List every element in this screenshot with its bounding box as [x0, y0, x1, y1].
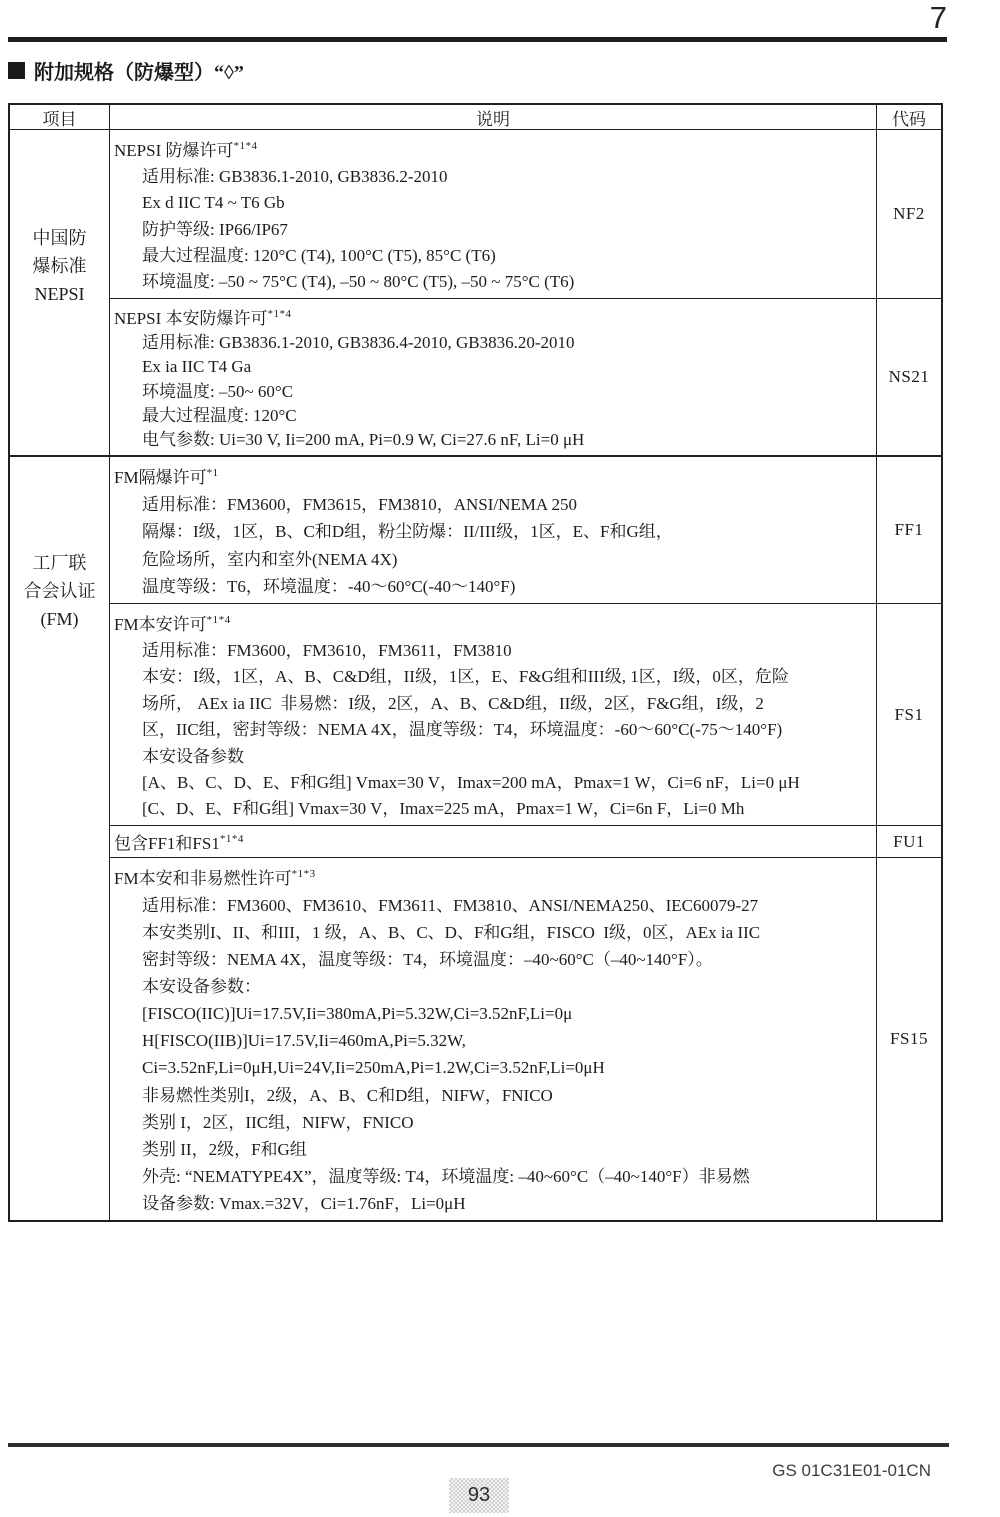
bottom-rule — [8, 1443, 949, 1447]
desc-line — [114, 405, 874, 426]
footnote-superscript: *1*3 — [291, 868, 316, 881]
desc-line — [114, 1003, 874, 1024]
desc-line — [114, 719, 874, 740]
desc-line-text: 环境温度: –50~ 60°C — [142, 381, 294, 401]
desc-line — [114, 666, 874, 687]
desc-line — [114, 549, 874, 570]
desc-line — [114, 864, 874, 889]
desc-line-text: FM隔爆许可 — [114, 468, 207, 488]
table-row — [110, 298, 941, 455]
code-cell: NS21 — [888, 367, 930, 386]
footnote-superscript: *1*4 — [267, 307, 292, 320]
desc-cell — [110, 457, 877, 603]
desc-line — [114, 463, 874, 488]
spec-table — [8, 103, 943, 1222]
footnote-superscript: *1*4 — [219, 833, 244, 845]
desc-cell — [110, 858, 877, 1220]
desc-line — [114, 1139, 874, 1160]
desc-line-text: 外壳: “NEMATYPE4X”，温度等级: T4，环境温度: –40~60°C（–40~140°F）非易燃 — [142, 1166, 750, 1186]
desc-line — [114, 746, 874, 767]
desc-line — [114, 219, 874, 240]
desc-line — [114, 693, 874, 714]
desc-line — [114, 521, 874, 542]
desc-cell — [110, 604, 877, 825]
desc-line-text: Ex d IIC T4 ~ T6 Gb — [142, 193, 285, 213]
item-cell-line: NEPSI — [34, 284, 85, 304]
desc-line-text: NEPSI 本安防爆许可 — [114, 308, 268, 328]
desc-cell — [110, 826, 877, 857]
item-cell-line: (FM) — [40, 609, 79, 629]
item-cell-line: 工厂联 — [32, 553, 87, 573]
desc-line — [114, 136, 874, 161]
code-cell: FF1 — [894, 520, 924, 539]
table-row — [110, 457, 941, 603]
desc-line — [114, 798, 874, 819]
desc-line — [114, 429, 874, 450]
desc-line-text: 密封等级：NEMA 4X，温度等级：T4，环境温度：–40~60°C（–40~140°F）。 — [142, 950, 713, 970]
desc-line — [114, 1057, 874, 1078]
desc-line-text: [C、D、E、F和G组] Vmax=30 V，Imax=225 mA，Pmax=1 W，Ci=6n F，Li=0 Mh — [142, 799, 745, 819]
item-cell-line: 中国防 — [32, 228, 87, 248]
desc-line — [114, 381, 874, 402]
desc-line — [114, 976, 874, 997]
desc-line — [114, 1112, 874, 1133]
desc-line-text: 适用标准：FM3600，FM3610，FM3611，FM3810 — [142, 641, 512, 661]
square-bullet-icon — [8, 62, 25, 79]
desc-line-text: [A、B、C、D、E、F和G组] Vmax=30 V，Imax=200 mA，Pmax=1 W，Ci=6 nF，Li=0 μH — [142, 772, 800, 792]
table-row — [110, 603, 941, 825]
desc-line-text: 适用标准: GB3836.1-2010, GB3836.2-2010 — [142, 166, 448, 186]
header-desc: 说明 — [110, 105, 877, 129]
desc-line-text: 最大过程温度: 120°C — [142, 405, 297, 425]
footnote-superscript: *1 — [206, 467, 219, 480]
desc-line — [114, 895, 874, 916]
desc-line — [114, 245, 874, 266]
section-heading-text: 附加规格（防爆型）“◊” — [34, 62, 244, 84]
desc-line — [114, 332, 874, 353]
page-number: 7 — [929, 0, 947, 35]
table-row — [110, 857, 941, 1220]
desc-line — [114, 494, 874, 515]
desc-line-text: FM本安许可 — [114, 614, 207, 634]
item-cell-line: 爆标准 — [32, 256, 87, 276]
desc-line-text: H[FISCO(IIB)]Ui=17.5V,Ii=460mA,Pi=5.32W, — [142, 1031, 466, 1051]
desc-line — [114, 1166, 874, 1187]
desc-line-text: 区，IIC组，密封等级：NEMA 4X，温度等级：T4，环境温度：-60～60°C(-75～140°F) — [142, 720, 783, 740]
table-header-row — [10, 105, 941, 130]
desc-line — [114, 166, 874, 187]
desc-line-text: 包含FF1和FS1 — [114, 834, 220, 853]
desc-line-text: Ci=3.52nF,Li=0μH,Ui=24V,Ii=250mA,Pi=1.2W,Ci=3.52nF,Li=0μH — [142, 1058, 605, 1078]
desc-line-text: 类别 I，2区，IIC组，NIFW，FNICO — [142, 1112, 414, 1132]
footnote-superscript: *1*4 — [206, 613, 231, 626]
table-group — [10, 455, 941, 1220]
table-row — [110, 825, 941, 857]
desc-line — [114, 610, 874, 635]
code-cell: NF2 — [893, 204, 925, 223]
desc-line — [114, 1193, 874, 1214]
desc-line-text: [FISCO(IIC)]Ui=17.5V,Ii=380mA,Pi=5.32W,Ci=3.52nF,Li=0μ — [142, 1004, 573, 1024]
desc-line-text: 隔爆：I级，1区，B、C和D组，粉尘防爆：II/III级，1区，E、F和G组， — [142, 522, 673, 542]
desc-line — [114, 576, 874, 597]
desc-line-text: 防护等级: IP66/IP67 — [142, 219, 288, 239]
desc-line-text: 类别 II，2级，F和G组 — [142, 1139, 307, 1159]
table-row — [110, 130, 941, 298]
item-cell — [10, 457, 110, 1220]
document-code: GS 01C31E01-01CN — [772, 1461, 931, 1480]
desc-line — [114, 271, 874, 292]
table-group — [10, 130, 941, 455]
desc-line-text: NEPSI 防爆许可 — [114, 140, 234, 160]
code-cell: FU1 — [893, 831, 925, 851]
desc-cell — [110, 130, 877, 298]
desc-line-text: 场所， AEx ia IIC 非易燃：I级，2区，A、B、C&D组，II级，2区，F&G组，I级，2 — [142, 693, 764, 713]
header-code: 代码 — [892, 109, 926, 129]
desc-line-text: 本安：I级，1区，A、B、C&D组，II级，1区，E、F&G组和III级, 1区，I级，0区，危险 — [142, 667, 789, 687]
desc-line-text: 非易燃性类别I，2级，A、B、C和D组，NIFW，FNICO — [142, 1085, 553, 1105]
desc-line-text: 本安设备参数： — [142, 977, 261, 997]
code-cell: FS1 — [894, 704, 924, 724]
row-stack — [110, 130, 941, 455]
desc-line-text: Ex ia IIC T4 Ga — [142, 357, 252, 377]
desc-line-text: 危险场所，室内和室外(NEMA 4X) — [142, 549, 398, 569]
desc-line — [114, 640, 874, 661]
desc-line-text: 适用标准: GB3836.1-2010, GB3836.4-2010, GB3836.20-2010 — [142, 332, 575, 352]
desc-line — [114, 949, 874, 970]
desc-line — [114, 1030, 874, 1051]
desc-cell — [110, 299, 877, 455]
desc-line-text: 本安类别I、II、和III，1 级，A、B、C、D、F和G组，FISCO I级，0区，AEx ia IIC — [142, 923, 761, 943]
section-heading — [8, 56, 244, 85]
desc-line — [114, 1085, 874, 1106]
desc-line — [114, 829, 874, 854]
code-cell: FS15 — [890, 1029, 928, 1048]
footnote-superscript: *1*4 — [233, 139, 258, 152]
row-stack — [110, 457, 941, 1220]
item-cell-line: 合会认证 — [23, 581, 96, 601]
desc-line-text: 适用标准：FM3600、FM3610、FM3611、FM3810、ANSI/NEMA250、IEC60079-27 — [142, 896, 759, 916]
item-cell — [10, 130, 110, 455]
desc-line-text: 环境温度: –50 ~ 75°C (T4), –50 ~ 80°C (T5), –50 ~ 75°C (T6) — [142, 272, 575, 292]
desc-line-text: 最大过程温度: 120°C (T4), 100°C (T5), 85°C (T6) — [142, 245, 496, 265]
desc-line — [114, 192, 874, 213]
desc-line-text: 适用标准：FM3600，FM3615，FM3810，ANSI/NEMA 250 — [142, 495, 577, 515]
table-body — [10, 130, 941, 1220]
footer-page-badge — [449, 1478, 509, 1513]
desc-line-text: 温度等级：T6，环境温度：-40～60°C(-40～140°F) — [142, 576, 516, 596]
desc-line-text: 设备参数: Vmax.=32V，Ci=1.76nF，Li=0μH — [142, 1193, 466, 1213]
footer-page-number: 93 — [467, 1484, 491, 1506]
desc-line — [114, 356, 874, 377]
desc-line-text: FM本安和非易燃性许可 — [114, 869, 292, 889]
desc-line-text: 本安设备参数 — [142, 746, 244, 766]
desc-line — [114, 922, 874, 943]
top-rule — [8, 37, 947, 42]
header-item: 项目 — [10, 105, 110, 129]
desc-line-text: 电气参数: Ui=30 V, Ii=200 mA, Pi=0.9 W, Ci=27.6 nF, Li=0 μH — [142, 430, 585, 450]
desc-line — [114, 772, 874, 793]
desc-line — [114, 304, 874, 329]
